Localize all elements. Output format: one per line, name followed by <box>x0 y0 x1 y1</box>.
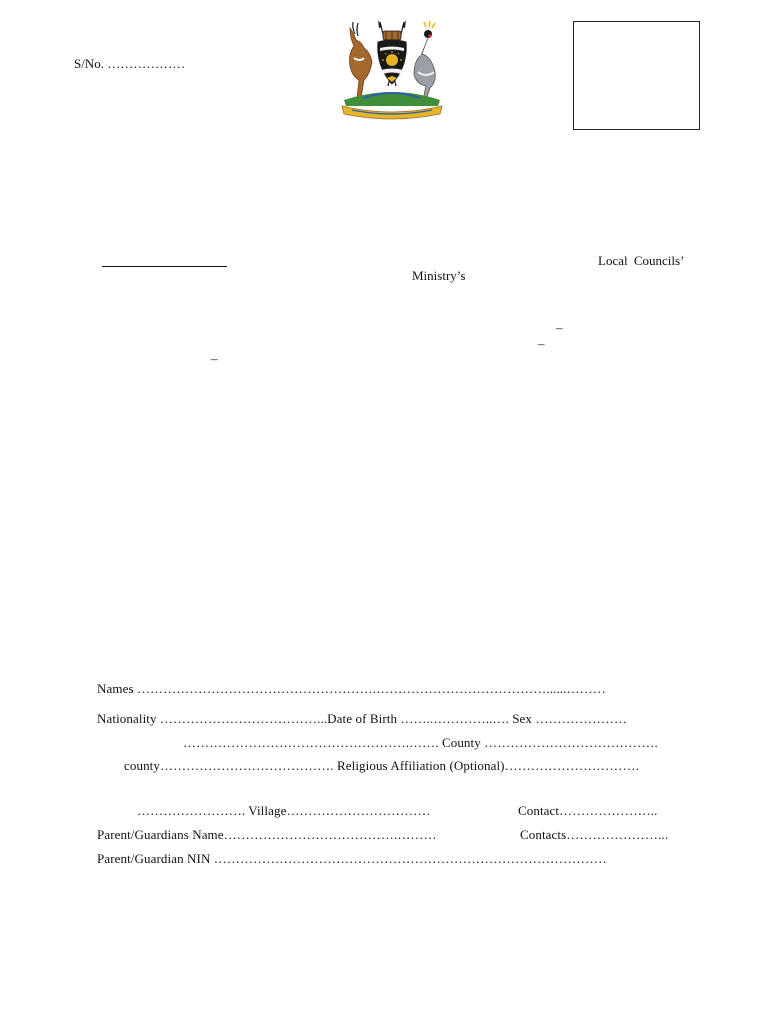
coat-of-arms-emblem <box>334 18 450 122</box>
contact-field[interactable]: Contact………………….. <box>518 803 658 818</box>
dash-mark: – <box>538 336 545 351</box>
county-religion-field[interactable]: county…………………………………. Religious Affiliation (Optional)…………………………. <box>124 758 639 773</box>
dash-mark: – <box>556 320 563 335</box>
parent-guardian-nin-field[interactable]: Parent/Guardian NIN ……………………………………………………………………………… <box>97 851 607 866</box>
dash-mark: – <box>211 351 218 366</box>
parent-contacts-field[interactable]: Contacts…………………... <box>520 827 669 842</box>
names-field[interactable]: Names ……………………………………………….…………………………………......……… <box>97 681 606 696</box>
local-councils-text: Local Councils’ <box>598 253 685 268</box>
subcounty-county-field[interactable]: …………………………………………….……. County …………………………………. <box>183 735 658 750</box>
village-field[interactable]: ……………………. Village…………………………… <box>137 803 431 818</box>
nationality-dob-sex-field[interactable]: Nationality ………………………………...Date of Birth ……..…………..…. Sex ………………… <box>97 711 628 726</box>
passport-photo-box <box>573 21 700 130</box>
underline-blank <box>102 266 227 267</box>
serial-number-label: S/No. ……………… <box>74 56 186 71</box>
parent-guardian-name-field[interactable]: Parent/Guardians Name………………………………….……… <box>97 827 437 842</box>
ministrys-text: Ministry’s <box>412 268 466 283</box>
